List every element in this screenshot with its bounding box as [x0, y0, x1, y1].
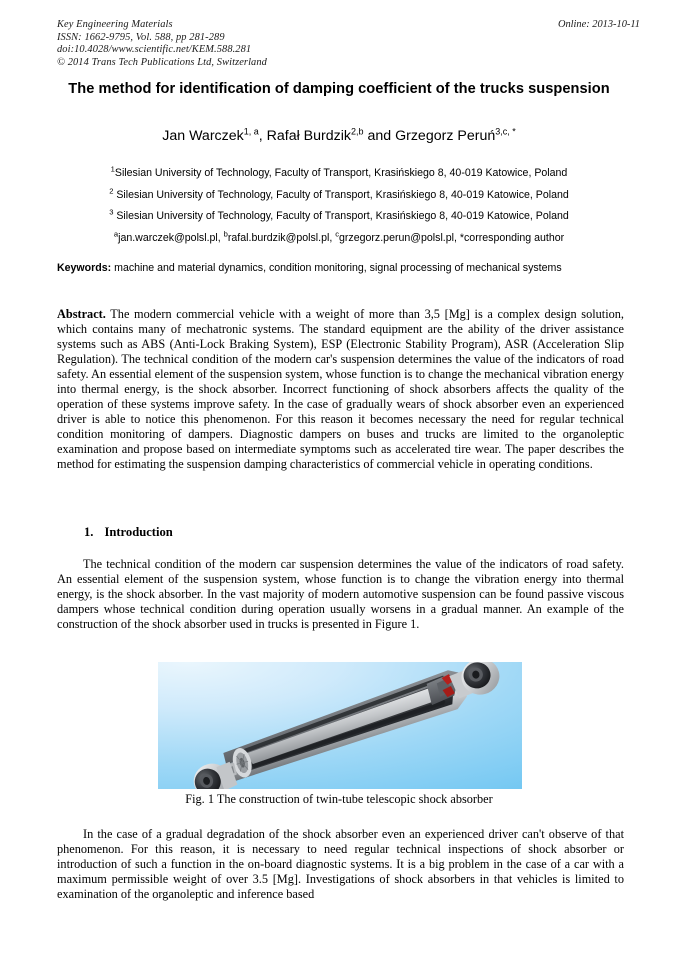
affiliation-1-text: Silesian University of Technology, Faculty of Transport, Krasińskiego 8, 40-019 Katowice, Poland — [114, 167, 568, 179]
author-separator-1: , — [258, 128, 267, 144]
author-2-name: Rafał Burdzik — [266, 128, 351, 144]
author-3-affiliation-marker: 3,c, * — [495, 126, 516, 137]
affiliation-2-marker: 2 — [109, 185, 114, 195]
affiliation-1 — [36, 163, 642, 185]
journal-header-left — [57, 19, 267, 69]
journal-copyright: © 2014 Trans Tech Publications Ltd, Switzerland — [57, 56, 267, 68]
email-c-marker: c — [335, 228, 340, 238]
email-a-marker: a — [113, 228, 119, 238]
affiliation-3-marker: 3 — [109, 207, 114, 217]
section-heading-introduction — [84, 525, 173, 540]
page-title: The method for identification of damping coefficient of the trucks suspension — [68, 81, 610, 97]
journal-online-date: Online: 2013-10-11 — [557, 19, 640, 30]
journal-issn-volume: ISSN: 1662-9795, Vol. 588, pp 281-289 — [57, 31, 225, 43]
email-b-marker: b — [223, 228, 228, 238]
author-2-affiliation-marker: 2,b — [351, 126, 364, 137]
figure-1-caption: Fig. 1 The construction of twin-tube telescopic shock absorber — [185, 792, 493, 806]
abstract-label: Abstract. — [57, 307, 106, 321]
abstract-text: The modern commercial vehicle with a weight of more than 3,5 [Mg] is a complex design solution, which contains many of mechatronic systems. The standard equipment are the ability of the driver assistance systems such as ABS (Anti-Lock Braking System), ESP (Electronic Stability Program), ASR (Acceleration Slip Regulation). The technical condition of the modern car's suspension determines the value of the indicators of road safety. An essential element of the suspension system, whose function is to change the mechanical vibration energy into thermal energy, is the shock absorber. Incorrect functioning of shock absorbers affects the quality of the operation of these systems improve safety. In the case of gradually wears of shock absorber even an experienced driver is able to notice this phenomenon. For this reason it becomes necessary the need for regular technical condition monitoring of dampers. Diagnostic dampers on buses and trucks are limited to the organoleptic examination and propose based on intermediate symptoms such as accelerated tire wear. The paper describes the method for estimating the suspension damping characteristics of commercial vehicle in operating conditions. — [57, 307, 624, 472]
email-a[interactable]: jan.warczek@polsl.pl, — [118, 231, 224, 244]
email-c[interactable]: grzegorz.perun@polsl.pl, *corresponding author — [339, 231, 565, 244]
affiliation-block — [36, 163, 642, 249]
affiliation-1-marker: 1 — [110, 164, 115, 174]
journal-name: Key Engineering Materials — [57, 19, 173, 30]
journal-doi: doi:10.4028/www.scientific.net/KEM.588.281 — [57, 44, 252, 56]
introduction-paragraph: The technical condition of the modern car suspension determines the value of the indicators of road safety. An essential element of the suspension system, whose function is to change the vibration energy into thermal energy, is the shock absorber. In the vast majority of modern automotive suspension can be found passive viscous dampers whose technical condition during operation usually worsens in a gradual manner. An example of the construction of the shock absorber used in trucks is presented in Figure 1. — [57, 557, 624, 632]
author-3-name: Grzegorz Peruń — [395, 128, 496, 144]
keywords-label: Keywords: — [57, 262, 112, 274]
section-number: 1. — [84, 525, 94, 539]
author-list — [40, 127, 638, 145]
author-1-name: Jan Warczek — [162, 128, 244, 144]
closing-paragraph: In the case of a gradual degradation of the shock absorber even an experienced driver can't observe of that phenomenon. For this reason, it is necessary to need regular technical inspections of shock absorber or introduction of such a function in the on-board diagnostic systems. It is a big problem in the case of a car with a maximum permissible weight of over 3.5 [Mg]. Investigations of shock absorbers in that vehicles is limited to examination of the organoleptic and inference based — [57, 827, 624, 902]
affiliation-2 — [36, 185, 642, 207]
abstract-block — [57, 307, 624, 473]
section-title: Introduction — [104, 525, 173, 539]
author-separator-2: and — [363, 128, 396, 144]
affiliation-3 — [36, 206, 642, 228]
keywords-block — [57, 261, 623, 276]
shock-absorber-cutaway-illustration — [158, 662, 522, 789]
figure-1-image — [158, 662, 522, 789]
journal-header — [57, 19, 640, 73]
affiliation-3-text: Silesian University of Technology, Faculty of Transport, Krasińskiego 8, 40-019 Katowice, Poland — [113, 210, 569, 222]
keywords-text: machine and material dynamics, condition monitoring, signal processing of mechanical systems — [111, 262, 562, 274]
author-1-affiliation-marker: 1, a — [243, 126, 259, 137]
author-emails — [36, 228, 642, 250]
affiliation-2-text: Silesian University of Technology, Faculty of Transport, Krasińskiego 8, 40-019 Katowice, Poland — [113, 188, 569, 201]
email-b[interactable]: rafal.burdzik@polsl.pl, — [227, 231, 336, 244]
